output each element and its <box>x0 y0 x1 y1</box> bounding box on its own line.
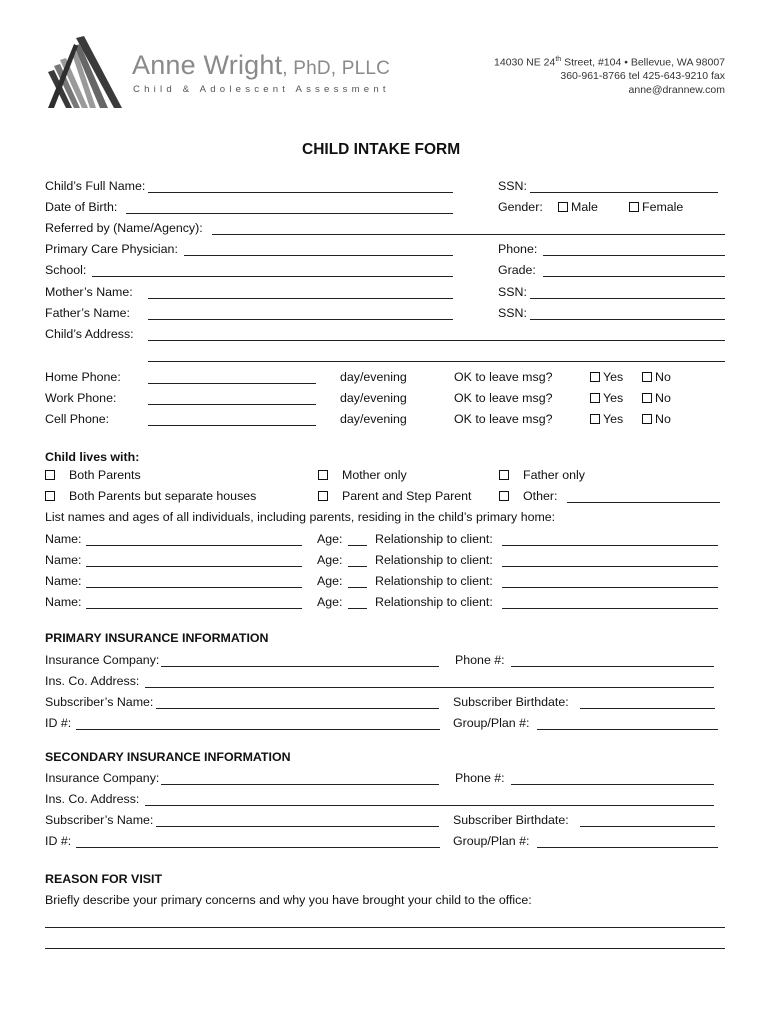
work-yes-option[interactable] <box>590 391 623 405</box>
household-name-label: Name: <box>45 595 82 609</box>
primary-id-label: ID #: <box>45 716 72 730</box>
work-no-label: No <box>655 391 671 405</box>
cell-no-option[interactable] <box>642 412 671 426</box>
ssn-field[interactable] <box>530 192 718 193</box>
gender-label: Gender: <box>498 200 543 214</box>
separate-houses-checkbox[interactable] <box>45 491 55 501</box>
household-rel-field[interactable] <box>502 566 718 567</box>
mother-field[interactable] <box>148 298 453 299</box>
brand-credentials: , PhD, PLLC <box>282 58 391 79</box>
home-no-option[interactable] <box>642 370 671 384</box>
school-label: School: <box>45 263 87 277</box>
household-rel-field[interactable] <box>502 545 718 546</box>
cell-yes-checkbox[interactable] <box>590 414 600 424</box>
home-phone-label: Home Phone: <box>45 370 121 384</box>
mother-ssn-label: SSN: <box>498 285 527 299</box>
secondary-address-label: Ins. Co. Address: <box>45 792 140 806</box>
phone-field[interactable] <box>543 255 725 256</box>
practice-logo-icon <box>46 36 124 110</box>
household-age-field[interactable] <box>348 566 367 567</box>
step-parent-checkbox[interactable] <box>318 491 328 501</box>
household-name-label: Name: <box>45 532 82 546</box>
referred-label: Referred by (Name/Agency): <box>45 221 203 235</box>
work-phone-field[interactable] <box>148 404 316 405</box>
brand-name <box>132 51 390 83</box>
primary-id-field[interactable] <box>76 729 440 730</box>
address-city: Street, #104 • Bellevue, WA 98007 <box>561 56 725 69</box>
grade-field[interactable] <box>543 276 725 277</box>
address-label: Child’s Address: <box>45 327 134 341</box>
physician-label: Primary Care Physician: <box>45 242 178 256</box>
primary-insurance-heading: PRIMARY INSURANCE INFORMATION <box>45 631 269 645</box>
cell-yes-option[interactable] <box>590 412 623 426</box>
cell-no-checkbox[interactable] <box>642 414 652 424</box>
child-name-label: Child’s Full Name: <box>45 179 146 193</box>
secondary-company-label: Insurance Company: <box>45 771 160 785</box>
home-no-label: No <box>655 370 671 384</box>
secondary-group-label: Group/Plan #: <box>453 834 530 848</box>
address-sup: th <box>555 56 562 63</box>
secondary-id-field[interactable] <box>76 847 440 848</box>
secondary-subscriber-label: Subscriber’s Name: <box>45 813 154 827</box>
father-only-checkbox[interactable] <box>499 470 509 480</box>
mother-only-checkbox[interactable] <box>318 470 328 480</box>
form-title: CHILD INTAKE FORM <box>302 141 461 158</box>
gender-male-option[interactable] <box>558 200 598 214</box>
secondary-insurance-heading: SECONDARY INSURANCE INFORMATION <box>45 750 291 764</box>
ssn-label: SSN: <box>498 179 527 193</box>
work-no-checkbox[interactable] <box>642 393 652 403</box>
household-name-label: Name: <box>45 574 82 588</box>
household-rel-label: Relationship to client: <box>375 532 493 546</box>
step-parent-option[interactable] <box>318 489 472 503</box>
other-label: Other: <box>523 489 558 503</box>
father-ssn-label: SSN: <box>498 306 527 320</box>
household-age-field[interactable] <box>348 587 367 588</box>
child-name-field[interactable] <box>148 192 453 193</box>
home-phone-field[interactable] <box>148 383 316 384</box>
both-parents-checkbox[interactable] <box>45 470 55 480</box>
home-no-checkbox[interactable] <box>642 372 652 382</box>
home-yes-option[interactable] <box>590 370 623 384</box>
household-rel-label: Relationship to client: <box>375 595 493 609</box>
cell-phone-label: Cell Phone: <box>45 412 110 426</box>
address-street: 14030 NE 24 <box>494 56 556 69</box>
brand-name-text: Anne Wright <box>132 50 283 80</box>
work-yes-label: Yes <box>603 391 624 405</box>
mother-label: Mother’s Name: <box>45 285 133 299</box>
primary-subscriber-field[interactable] <box>156 708 439 709</box>
secondary-birthdate-label: Subscriber Birthdate: <box>453 813 569 827</box>
household-list-note: List names and ages of all individuals, including parents, residing in the child’s primary home: <box>45 510 556 524</box>
home-yes-checkbox[interactable] <box>590 372 600 382</box>
secondary-id-label: ID #: <box>45 834 72 848</box>
address-field-1[interactable] <box>148 340 725 341</box>
primary-company-field[interactable] <box>161 666 439 667</box>
cell-yes-label: Yes <box>603 412 624 426</box>
father-label: Father’s Name: <box>45 306 130 320</box>
cell-ok-msg: OK to leave msg? <box>454 412 553 426</box>
primary-group-label: Group/Plan #: <box>453 716 530 730</box>
household-rel-field[interactable] <box>502 608 718 609</box>
address-field-2[interactable] <box>148 361 725 362</box>
primary-subscriber-label: Subscriber’s Name: <box>45 695 154 709</box>
reason-field-1[interactable] <box>45 927 725 928</box>
reason-prompt: Briefly describe your primary concerns and why you have brought your child to the office: <box>45 893 532 907</box>
reason-heading: REASON FOR VISIT <box>45 872 163 886</box>
contact-address <box>494 53 725 70</box>
both-parents-option[interactable] <box>45 468 141 482</box>
work-ok-msg: OK to leave msg? <box>454 391 553 405</box>
home-phone-time: day/evening <box>340 370 407 384</box>
other-option[interactable] <box>499 489 557 503</box>
primary-phone-field[interactable] <box>511 666 714 667</box>
male-label: Male <box>571 200 598 214</box>
mother-ssn-field[interactable] <box>530 298 725 299</box>
primary-address-label: Ins. Co. Address: <box>45 674 140 688</box>
home-ok-msg: OK to leave msg? <box>454 370 553 384</box>
primary-address-field[interactable] <box>145 687 714 688</box>
phone-label: Phone: <box>498 242 538 256</box>
secondary-group-field[interactable] <box>537 847 718 848</box>
grade-label: Grade: <box>498 263 536 277</box>
female-label: Female <box>642 200 684 214</box>
primary-birthdate-label: Subscriber Birthdate: <box>453 695 569 709</box>
household-name-field[interactable] <box>86 545 302 546</box>
primary-group-field[interactable] <box>537 729 718 730</box>
work-no-option[interactable] <box>642 391 671 405</box>
primary-birthdate-field[interactable] <box>580 708 715 709</box>
secondary-company-field[interactable] <box>161 784 439 785</box>
household-age-field[interactable] <box>348 545 367 546</box>
household-name-field[interactable] <box>86 608 302 609</box>
secondary-phone-field[interactable] <box>511 784 714 785</box>
cell-no-label: No <box>655 412 671 426</box>
separate-houses-option[interactable] <box>45 489 256 503</box>
household-name-field[interactable] <box>86 587 302 588</box>
home-yes-label: Yes <box>603 370 624 384</box>
other-checkbox[interactable] <box>499 491 509 501</box>
contact-email: anne@drannew.com <box>628 83 725 96</box>
household-rel-field[interactable] <box>502 587 718 588</box>
household-rel-label: Relationship to client: <box>375 553 493 567</box>
father-ssn-field[interactable] <box>530 319 725 320</box>
household-age-label: Age: <box>317 595 343 609</box>
work-phone-time: day/evening <box>340 391 407 405</box>
female-checkbox[interactable] <box>629 202 639 212</box>
household-name-label: Name: <box>45 553 82 567</box>
brand-tagline: Child & Adolescent Assessment <box>133 84 390 95</box>
father-field[interactable] <box>148 319 453 320</box>
other-field[interactable] <box>567 502 720 503</box>
work-phone-label: Work Phone: <box>45 391 117 405</box>
male-checkbox[interactable] <box>558 202 568 212</box>
household-age-field[interactable] <box>348 608 367 609</box>
work-yes-checkbox[interactable] <box>590 393 600 403</box>
contact-block <box>494 53 725 97</box>
household-rel-label: Relationship to client: <box>375 574 493 588</box>
secondary-subscriber-field[interactable] <box>156 826 439 827</box>
dob-label: Date of Birth: <box>45 200 118 214</box>
dob-field[interactable] <box>126 213 453 214</box>
referred-field[interactable] <box>212 234 725 235</box>
step-parent-label: Parent and Step Parent <box>342 489 472 503</box>
lives-with-heading: Child lives with: <box>45 450 140 464</box>
secondary-birthdate-field[interactable] <box>580 826 715 827</box>
cell-phone-field[interactable] <box>148 425 316 426</box>
gender-female-option[interactable] <box>629 200 683 214</box>
separate-houses-label: Both Parents but separate houses <box>69 489 257 503</box>
household-name-field[interactable] <box>86 566 302 567</box>
father-only-label: Father only <box>523 468 585 482</box>
household-age-label: Age: <box>317 574 343 588</box>
secondary-phone-label: Phone #: <box>455 771 505 785</box>
household-age-label: Age: <box>317 553 343 567</box>
mother-only-option[interactable] <box>318 468 407 482</box>
household-age-label: Age: <box>317 532 343 546</box>
father-only-option[interactable] <box>499 468 585 482</box>
primary-phone-label: Phone #: <box>455 653 505 667</box>
physician-field[interactable] <box>184 255 453 256</box>
secondary-address-field[interactable] <box>145 805 714 806</box>
contact-phones: 360-961-8766 tel 425-643-9210 fax <box>560 70 725 82</box>
both-parents-label: Both Parents <box>69 468 141 482</box>
mother-only-label: Mother only <box>342 468 407 482</box>
cell-phone-time: day/evening <box>340 412 407 426</box>
school-field[interactable] <box>92 276 453 277</box>
reason-field-2[interactable] <box>45 948 725 949</box>
primary-company-label: Insurance Company: <box>45 653 160 667</box>
